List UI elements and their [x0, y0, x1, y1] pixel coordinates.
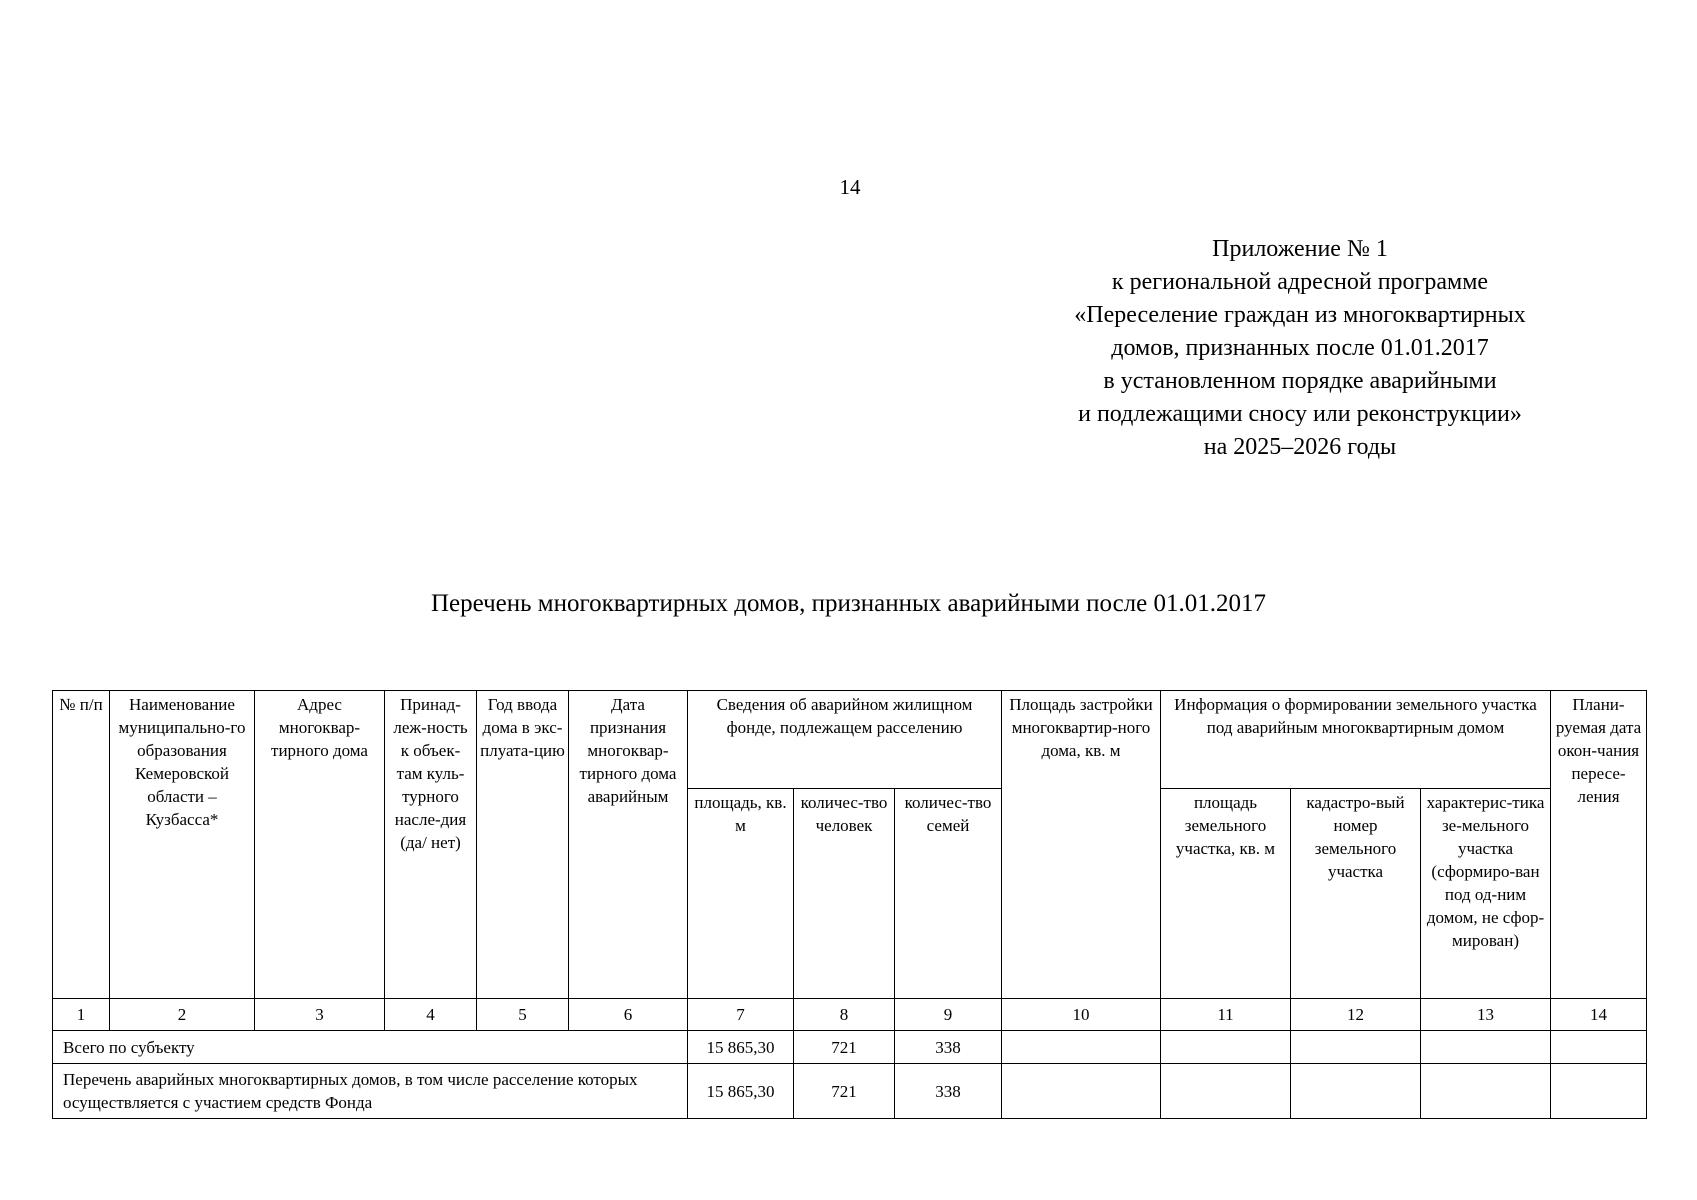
column-number: 13 — [1421, 999, 1551, 1031]
list-row — [53, 1064, 1647, 1119]
header-area: площадь, кв. м — [688, 789, 794, 999]
appendix-line: и подлежащими сносу или реконструкции» — [1078, 401, 1522, 427]
column-number: 4 — [385, 999, 477, 1031]
header-land-area: площадь земельного участка, кв. м — [1161, 789, 1291, 999]
total-area: 15 865,30 — [688, 1031, 794, 1064]
column-number: 3 — [255, 999, 385, 1031]
empty-cell — [1291, 1031, 1421, 1064]
emergency-houses-table — [52, 690, 1647, 1119]
header-num: № п/п — [53, 691, 110, 999]
appendix-line: Приложение № 1 — [1212, 236, 1388, 262]
list-area: 15 865,30 — [688, 1064, 794, 1119]
header-planned-date: Плани-руемая дата окон-чания пересе-ления — [1551, 691, 1647, 999]
column-numbers-row — [53, 999, 1647, 1031]
page-number: 14 — [839, 175, 861, 199]
header-heritage: Принад-леж-ность к объек-там куль-турного насле-дия (да/ нет) — [385, 691, 477, 999]
column-number: 1 — [53, 999, 110, 1031]
appendix-line: на 2025–2026 годы — [1203, 434, 1397, 460]
empty-cell — [1161, 1064, 1291, 1119]
empty-cell — [1002, 1031, 1161, 1064]
empty-cell — [1161, 1031, 1291, 1064]
appendix-line: «Переселение граждан из многоквартирных — [1074, 302, 1526, 328]
column-number: 5 — [477, 999, 569, 1031]
appendix-line: в установленном порядке аварийными — [1103, 368, 1497, 394]
header-emergency-group: Сведения об аварийном жилищном фонде, подлежащем расселению — [688, 691, 1002, 789]
appendix-header — [1020, 233, 1580, 464]
appendix-line: домов, признанных после 01.01.2017 — [1111, 335, 1489, 361]
empty-cell — [1421, 1064, 1551, 1119]
column-number: 10 — [1002, 999, 1161, 1031]
empty-cell — [1291, 1064, 1421, 1119]
header-year: Год ввода дома в экс-плуата-цию — [477, 691, 569, 999]
empty-cell — [1002, 1064, 1161, 1119]
column-number: 11 — [1161, 999, 1291, 1031]
header-address: Адрес многоквар-тирного дома — [255, 691, 385, 999]
header-date-recognized: Дата признания многоквар-тирного дома аварийным — [569, 691, 688, 999]
column-number: 2 — [110, 999, 255, 1031]
header-municipality: Наименование муниципально-го образования Кемеровской области – Кузбасса* — [110, 691, 255, 999]
empty-cell — [1421, 1031, 1551, 1064]
column-number: 6 — [569, 999, 688, 1031]
total-families: 338 — [895, 1031, 1002, 1064]
list-people: 721 — [794, 1064, 895, 1119]
total-row — [53, 1031, 1647, 1064]
list-families: 338 — [895, 1064, 1002, 1119]
column-number: 9 — [895, 999, 1002, 1031]
column-number: 7 — [688, 999, 794, 1031]
empty-cell — [1551, 1064, 1647, 1119]
document-title: Перечень многоквартирных домов, признанных аварийными после 01.01.2017 — [430, 590, 1267, 617]
header-land-char: характерис-тика зе-мельного участка (сформиро-ван под од-ним домом, не сфор-мирован) — [1421, 789, 1551, 999]
column-number: 12 — [1291, 999, 1421, 1031]
header-build-area: Площадь застройки многоквартир-ного дома, кв. м — [1002, 691, 1161, 999]
column-number: 14 — [1551, 999, 1647, 1031]
total-label: Всего по субъекту — [53, 1031, 688, 1064]
list-label: Перечень аварийных многоквартирных домов, в том числе расселение которых осуществляется с участием средств Фонда — [53, 1064, 688, 1119]
column-number: 8 — [794, 999, 895, 1031]
header-cadastral: кадастро-вый номер земельного участка — [1291, 789, 1421, 999]
header-land-group: Информация о формировании земельного участка под аварийным многоквартирным домом — [1161, 691, 1551, 789]
appendix-line: к региональной адресной программе — [1111, 269, 1489, 295]
header-families: количес-тво семей — [895, 789, 1002, 999]
empty-cell — [1551, 1031, 1647, 1064]
total-people: 721 — [794, 1031, 895, 1064]
header-people: количес-тво человек — [794, 789, 895, 999]
